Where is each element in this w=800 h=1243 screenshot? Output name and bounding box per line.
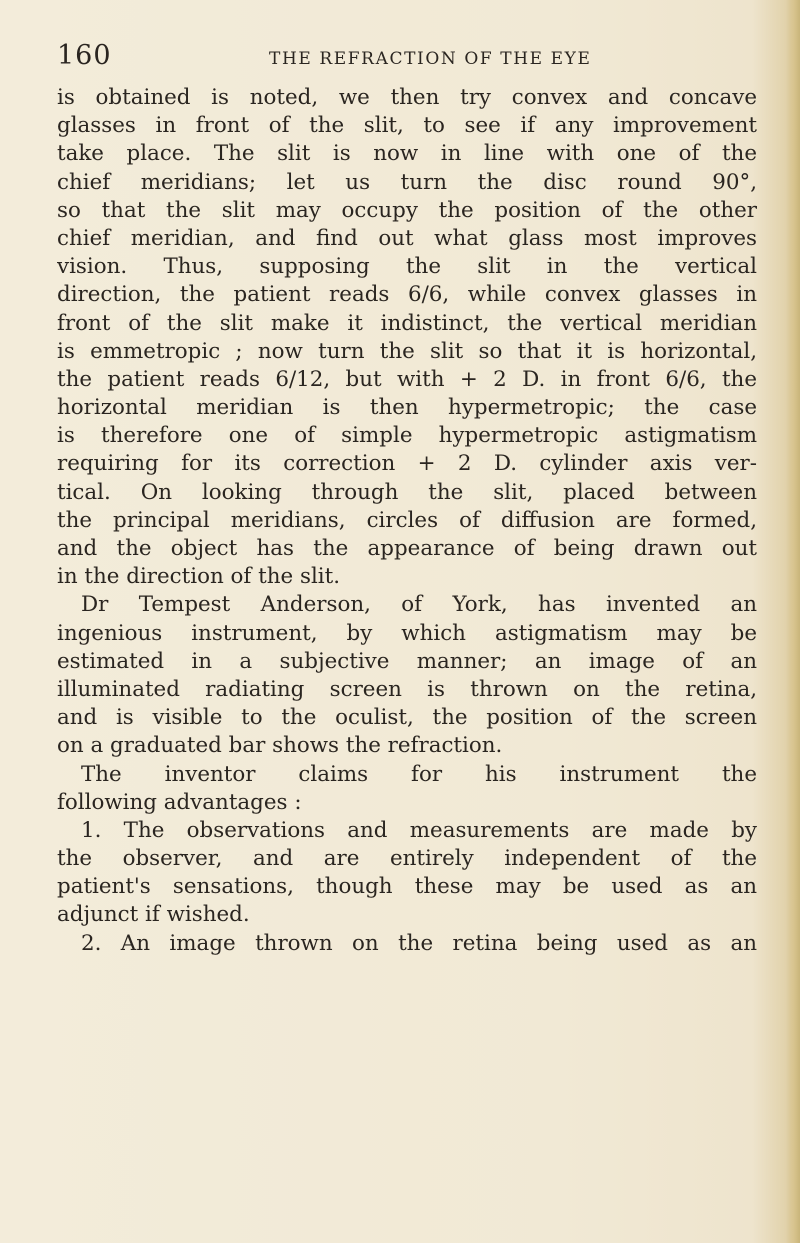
text-line: on a graduated bar shows the refraction. <box>57 733 503 759</box>
text-line: requiring for its correction + 2 D. cylinder axis ver- <box>57 451 757 477</box>
text-line: chief meridian, and find out what glass most improves <box>57 225 757 251</box>
text-line: so that the slit may occupy the position of the other <box>57 197 757 223</box>
text-line: take place. The slit is now in line with one of the <box>57 141 757 167</box>
text-line: front of the slit make it indistinct, the vertical meridian <box>57 310 757 336</box>
text-line: and the object has the appearance of being drawn out <box>57 536 757 561</box>
text-line: in the direction of the slit. <box>57 564 341 590</box>
page-header <box>57 40 757 80</box>
text-line: The inventor claims for his instrument the <box>81 761 757 787</box>
text-line: the observer, and are entirely independent of the <box>57 846 757 872</box>
page-edge <box>786 0 800 1243</box>
running-title: THE REFRACTION OF THE EYE <box>269 49 592 69</box>
text-line: the patient reads 6/12, but with + 2 D. in front 6/6, the <box>57 366 757 392</box>
text-line: 1. The observations and measurements are made by <box>81 817 757 843</box>
page-number: 160 <box>57 40 112 71</box>
body-text <box>57 84 757 958</box>
text-line: direction, the patient reads 6/6, while convex glasses in <box>57 282 757 308</box>
text-line: is emmetropic ; now turn the slit so that it is horizontal, <box>57 338 757 364</box>
text-line: glasses in front of the slit, to see if any improvement <box>57 113 757 139</box>
text-line: adjunct if wished. <box>57 902 250 928</box>
text-line: patient's sensations, though these may be used as an <box>57 874 757 900</box>
text-line: horizontal meridian is then hypermetropic; the case <box>57 395 757 421</box>
text-line: 2. An image thrown on the retina being used as an <box>81 930 757 956</box>
text-line: is obtained is noted, we then try convex and concave <box>57 85 757 110</box>
text-line: ingenious instrument, by which astigmatism may be <box>57 620 757 646</box>
text-line: Dr Tempest Anderson, of York, has invented an <box>81 592 757 618</box>
text-line: vision. Thus, supposing the slit in the vertical <box>57 254 757 280</box>
text-line: following advantages : <box>57 789 302 815</box>
text-line: illuminated radiating screen is thrown on the retina, <box>57 676 757 702</box>
text-line: estimated in a subjective manner; an image of an <box>57 648 757 674</box>
text-line: chief meridians; let us turn the disc round 90°, <box>57 169 757 195</box>
text-line: is therefore one of simple hypermetropic astigmatism <box>57 423 757 449</box>
text-line: and is visible to the oculist, the position of the screen <box>57 705 757 731</box>
text-line: the principal meridians, circles of diffusion are formed, <box>57 507 757 533</box>
text-line: tical. On looking through the slit, placed between <box>57 479 757 505</box>
